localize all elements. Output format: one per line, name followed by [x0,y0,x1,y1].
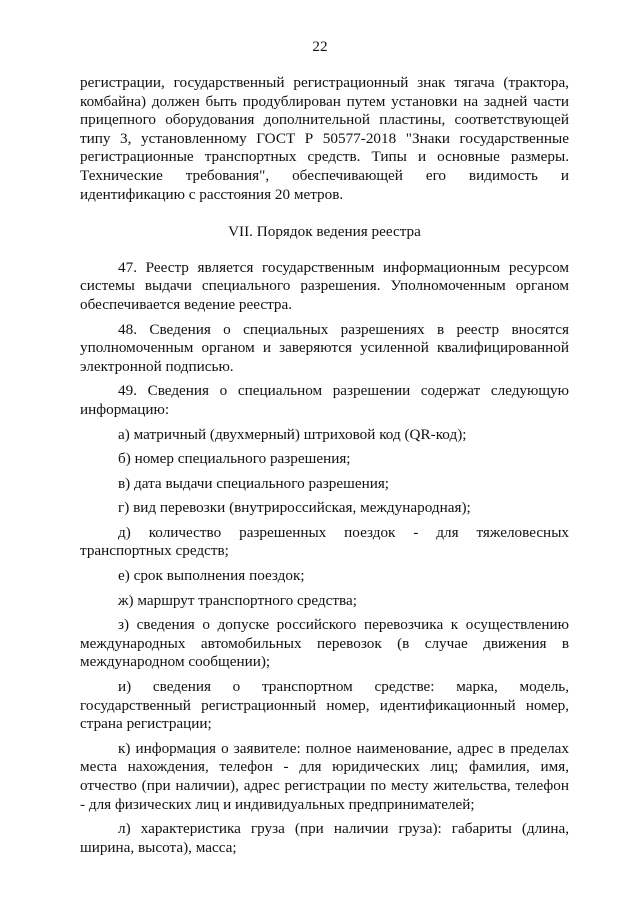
list-item-b: б) номер специального разрешения; [118,450,351,468]
page-number: 22 [312,38,328,55]
list-item-v: в) дата выдачи специального разрешения; [118,474,390,492]
list-item-e: е) срок выполнения поездок; [118,567,305,585]
paragraph-48: 48. Сведения о специальных разрешениях в реестр вносятся уполномоченным органом и заверяются усиленной квалифицированной электронной подписью. [80,320,569,375]
list-item-i: и) сведения о транспортном средстве: марка, модель, государственный регистрационный номер, идентификационный номер, страна регистрации; [80,678,569,733]
list-item-k: к) информация о заявителе: полное наименование, адрес в пределах места нахождения, телефон - для юридических лиц; фамилия, имя, отчество (при наличии), адрес регистрации по месту жительства, телефон - для физических лиц и индивидуальных предпринимателей; [80,739,569,813]
list-item-z: з) сведения о допуске российского перевозчика к осуществлению международных автомобильных перевозок (в случае движения в международном сообщении); [80,616,569,671]
page-content [80,74,569,857]
section-heading: VII. Порядок ведения реестра [228,223,421,241]
list-item-d: д) количество разрешенных поездок - для тяжеловесных транспортных средств; [80,523,569,560]
list-item-g: г) вид перевозки (внутрироссийская, международная); [118,499,471,517]
paragraph-49: 49. Сведения о специальном разрешении содержат следующую информацию: [80,382,569,418]
intro-paragraph: регистрации, государственный регистрационный знак тягача (трактора, комбайна) должен быть продублирован путем установки на задней части прицепного оборудования дополнительной пластины, соответствующей типу 3, установленному ГОСТ Р 50577-2018 "Знаки государственные регистрационные транспортных средств. Типы и основные размеры. Технические требования", обеспечивающей его видимость и идентификацию с расстояния 20 метров. [80,74,569,203]
paragraph-47: 47. Реестр является государственным информационным ресурсом системы выдачи специального разрешения. Уполномоченным органом обеспечивается ведение реестра. [80,258,569,313]
list-item-a: а) матричный (двухмерный) штриховой код (QR-код); [118,425,467,443]
list-item-l: л) характеристика груза (при наличии груза): габариты (длина, ширина, высота), масса; [80,820,569,856]
list-item-zh: ж) маршрут транспортного средства; [118,591,357,609]
